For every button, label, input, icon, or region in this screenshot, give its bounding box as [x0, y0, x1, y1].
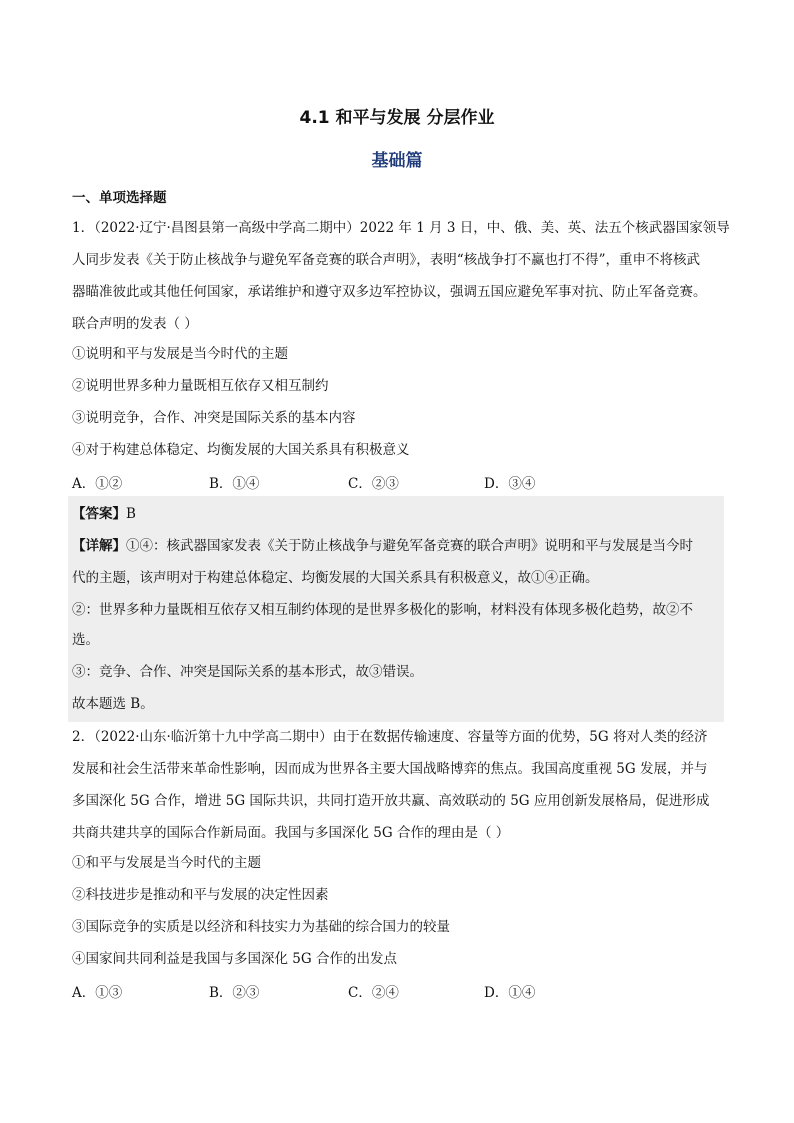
q1-explain-line: ②：世界多种力量既相互依存又相互制约体现的是世界多极化的影响，材料没有体现多极化趋势，故②不: [72, 602, 693, 618]
q2-choices: [72, 981, 732, 1001]
explain-text: ①④：核武器国家发表《关于防止核战争与避免军备竞赛的联合声明》说明和平与发展是当今时: [126, 538, 693, 554]
q2-stem-line: 多国深化 5G 合作，增进 5G 国际共识，共同打造开放共赢、高效联动的 5G 应用创新发展格局，促进形成: [72, 793, 710, 809]
answer-tag: 【答案】: [72, 506, 126, 522]
q1-stem-line: 1．（2022·辽宁·昌图县第一高级中学高二期中）2022 年 1 月 3 日，中、俄、美、英、法五个核武器国家领导: [72, 220, 730, 236]
choice-b: B．①④: [209, 476, 260, 492]
q1-answer: [72, 504, 732, 524]
q1-stem-line: 人同步发表《关于防止核战争与避免军备竞赛的联合声明》，表明“核战争打不赢也打不得”，重申不将核武: [72, 252, 701, 268]
choice-b: B．②③: [209, 985, 260, 1001]
q1-statement: ②说明世界多种力量既相互依存又相互制约: [72, 378, 329, 394]
q1-explain-line: 代的主题，该声明对于构建总体稳定、均衡发展的大国关系具有积极意义，故①④正确。: [72, 570, 599, 586]
choice-c: C．②③: [348, 476, 399, 492]
q2-statement: ③国际竞争的实质是以经济和科技实力为基础的综合国力的较量: [72, 919, 450, 935]
explain-tag: 【详解】: [72, 538, 126, 554]
q1-statement: ①说明和平与发展是当今时代的主题: [72, 346, 288, 362]
q2-statement: ②科技进步是推动和平与发展的决定性因素: [72, 887, 329, 903]
choice-d: D．③④: [484, 476, 536, 492]
choice-a: A．①②: [72, 476, 123, 492]
q1-explain-line: ③：竞争、合作、冲突是国际关系的基本形式，故③错误。: [72, 664, 423, 680]
q1-explain-line: [72, 536, 732, 556]
q2-statement: ④国家间共同利益是我国与多国深化 5G 合作的出发点: [72, 951, 397, 967]
q2-stem-line: 2．（2022·山东·临沂第十九中学高二期中）由于在数据传输速度、容量等方面的优势，5G 将对人类的经济: [72, 729, 708, 745]
q1-choices: [72, 472, 732, 492]
q1-statement: ④对于构建总体稳定、均衡发展的大国关系具有积极意义: [72, 442, 410, 458]
choice-d: D．①④: [484, 985, 536, 1001]
choice-a: A．①③: [72, 985, 123, 1001]
q2-stem-line: 共商共建共享的国际合作新局面。我国与多国深化 5G 合作的理由是（ ）: [72, 825, 510, 841]
page-subtitle: 基础篇: [371, 151, 423, 171]
q1-explain-line: 选。: [72, 632, 99, 648]
q1-explain-line: 故本题选 B。: [72, 696, 154, 712]
answer-value: B: [126, 506, 136, 522]
choice-c: C．②④: [348, 985, 399, 1001]
q1-statement: ③说明竞争，合作、冲突是国际关系的基本内容: [72, 410, 356, 426]
q1-stem-line: 器瞄准彼此或其他任何国家，承诺维护和遵守双多边军控协议，强调五国应避免军事对抗、防止军备竞赛。: [72, 284, 707, 300]
q2-statement: ①和平与发展是当今时代的主题: [72, 855, 261, 871]
page-title: 4.1 和平与发展 分层作业: [299, 108, 495, 128]
section-heading: 一、单项选择题: [72, 190, 167, 206]
q1-stem-line: 联合声明的发表（ ）: [72, 316, 198, 332]
q2-stem-line: 发展和社会生活带来革命性影响，因而成为世界各主要大国战略博弈的焦点。我国高度重视 5G 发展，并与: [72, 761, 708, 777]
